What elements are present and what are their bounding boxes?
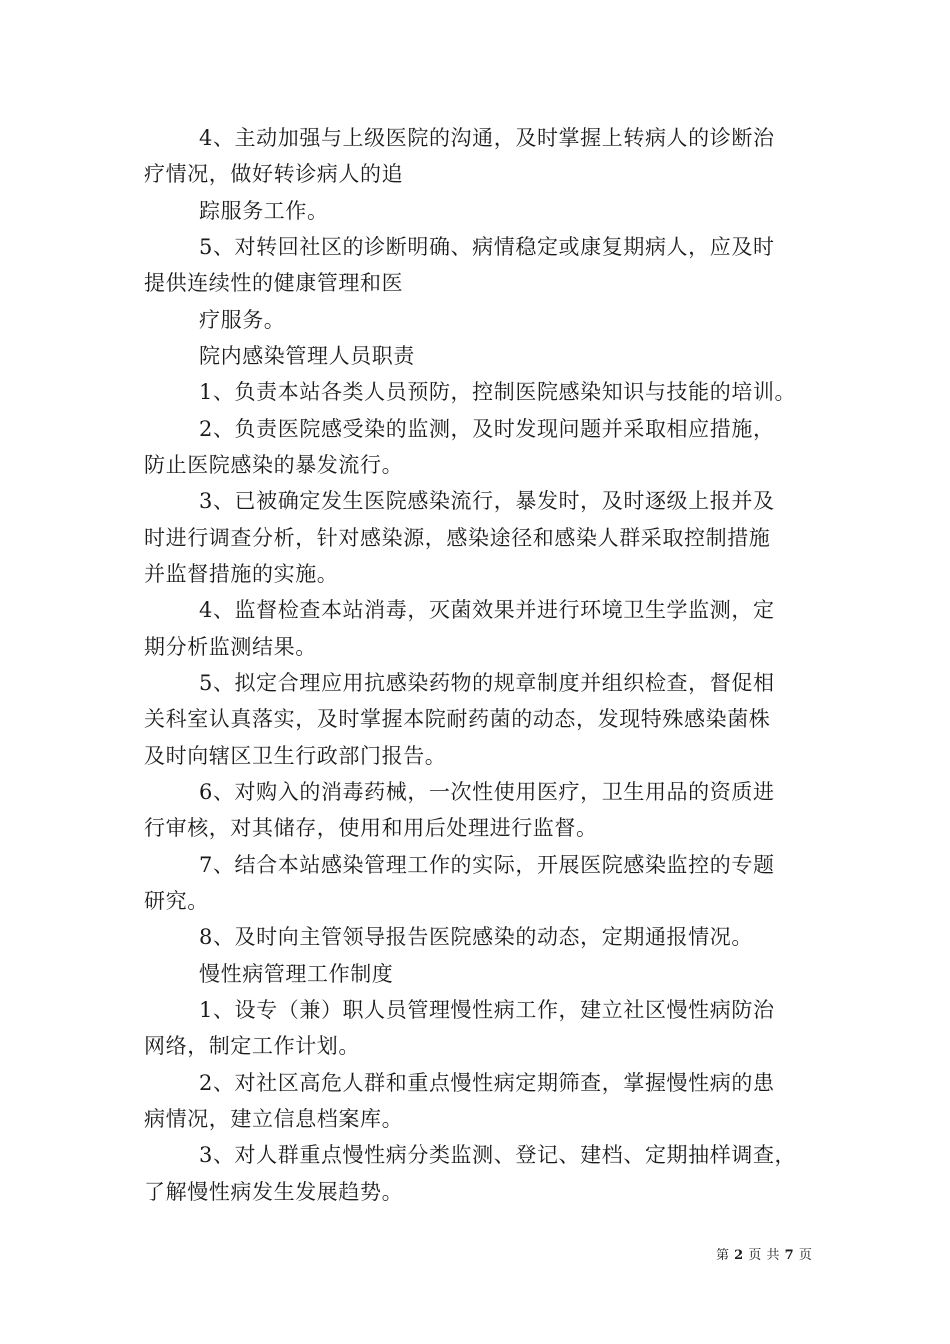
text-line: 疗情况，做好转诊病人的追 [144, 162, 404, 186]
text-line: 7、结合本站感染管理工作的实际，开展医院感染监控的专题 [199, 853, 775, 877]
text-line: 5、对转回社区的诊断明确、病情稳定或康复期病人，应及时 [199, 235, 775, 259]
text-line: 时进行调查分析，针对感染源，感染途径和感染人群采取控制措施 [144, 526, 771, 550]
text-line: 4、监督检查本站消毒，灭菌效果并进行环境卫生学监测，定 [199, 598, 775, 622]
text-line: 8、及时向主管领导报告医院感染的动态，定期通报情况。 [199, 925, 753, 949]
text-line: 2、负责医院感受染的监测，及时发现问题并采取相应措施， [199, 417, 775, 441]
text-line: 1、负责本站各类人员预防，控制医院感染知识与技能的培训。 [199, 380, 797, 404]
footer-suffix: 页 [798, 1248, 813, 1263]
text-line: 踪服务工作。 [199, 199, 329, 223]
text-line: 提供连续性的健康管理和医 [144, 271, 404, 295]
text-line: 1、设专（兼）职人员管理慢性病工作，建立社区慢性病防治 [199, 998, 775, 1022]
footer-total-pages: 7 [784, 1248, 795, 1263]
text-line: 并监督措施的实施。 [144, 562, 339, 586]
text-line: 3、已被确定发生医院感染流行，暴发时，及时逐级上报并及 [199, 489, 775, 513]
text-line: 5、拟定合理应用抗感染药物的规章制度并组织检查，督促相 [199, 671, 775, 695]
footer-page-number: 2 [734, 1248, 744, 1263]
text-line: 防止医院感染的暴发流行。 [144, 453, 404, 477]
text-line: 期分析监测结果。 [144, 635, 317, 659]
text-line: 2、对社区高危人群和重点慢性病定期筛查，掌握慢性病的患 [199, 1071, 775, 1095]
text-line: 行审核，对其储存，使用和用后处理进行监督。 [144, 816, 598, 840]
section-heading: 慢性病管理工作制度 [199, 962, 394, 986]
footer-middle: 页 共 [748, 1248, 780, 1263]
text-line: 关科室认真落实，及时掌握本院耐药菌的动态，发现特殊感染菌株 [144, 707, 771, 731]
text-line: 疗服务。 [199, 308, 286, 332]
text-line: 及时向辖区卫生行政部门报告。 [144, 744, 447, 768]
page-footer [716, 1247, 812, 1265]
text-line: 4、主动加强与上级医院的沟通，及时掌握上转病人的诊断治 [199, 126, 775, 150]
text-line: 3、对人群重点慢性病分类监测、登记、建档、定期抽样调查， [199, 1143, 797, 1167]
text-line: 网络，制定工作计划。 [144, 1034, 360, 1058]
text-line: 病情况，建立信息档案库。 [144, 1107, 404, 1131]
text-line: 研究。 [144, 889, 209, 913]
footer-prefix: 第 [716, 1248, 730, 1263]
text-line: 了解慢性病发生发展趋势。 [144, 1180, 404, 1204]
section-heading: 院内感染管理人员职责 [199, 344, 415, 368]
text-line: 6、对购入的消毒药械，一次性使用医疗，卫生用品的资质进 [199, 780, 775, 804]
